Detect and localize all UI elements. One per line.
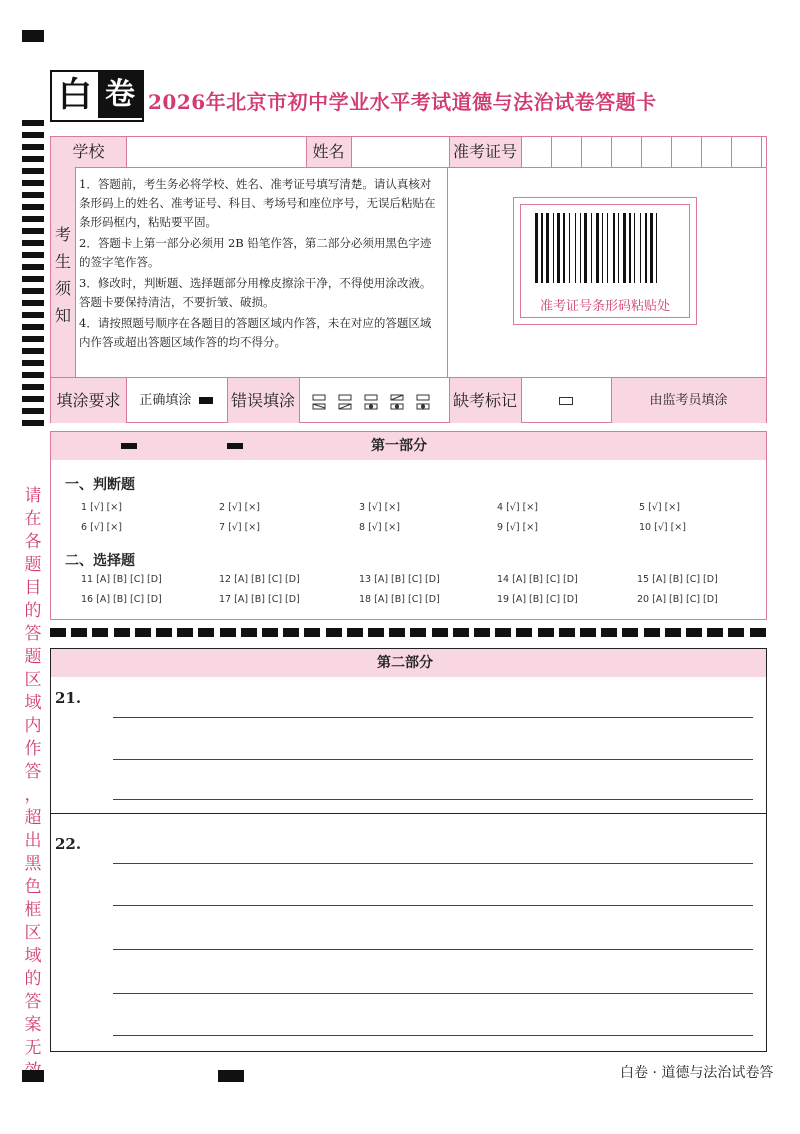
name-field[interactable] <box>351 137 449 167</box>
fill-row <box>51 377 766 423</box>
barcode-bar <box>569 213 570 283</box>
barcode-bar <box>613 213 615 283</box>
answer-line[interactable] <box>113 717 753 718</box>
exam-no-digit-cell[interactable] <box>671 137 701 167</box>
mc-question-18[interactable]: 18 [A] [B] [C] [D] <box>359 594 440 605</box>
notice-text <box>79 175 439 354</box>
mc-question-19[interactable]: 19 [A] [B] [C] [D] <box>497 594 578 605</box>
tf-question-5[interactable]: 5 [√] [×] <box>639 502 680 513</box>
barcode-label: 准考证号条形码粘贴处 <box>539 299 670 314</box>
separator-mark <box>644 628 660 637</box>
timing-mark <box>22 144 44 150</box>
separator-mark <box>262 628 278 637</box>
barcode-bar <box>557 213 560 283</box>
timing-mark <box>22 240 44 246</box>
separator-mark <box>453 628 469 637</box>
barcode-bar <box>602 213 603 283</box>
barcode-bar <box>645 213 647 283</box>
tf-question-10[interactable]: 10 [√] [×] <box>639 522 686 533</box>
timing-mark <box>22 120 44 126</box>
separator-mark <box>601 628 617 637</box>
timing-mark <box>218 1070 244 1082</box>
separator-mark <box>665 628 681 637</box>
exam-no-digit-cell[interactable] <box>611 137 641 167</box>
mc-question-12[interactable]: 12 [A] [B] [C] [D] <box>219 574 300 585</box>
mc-question-11[interactable]: 11 [A] [B] [C] [D] <box>81 574 162 585</box>
answer-line[interactable] <box>113 799 753 800</box>
barcode-bar <box>553 213 554 283</box>
barcode-bar <box>591 213 592 283</box>
separator-mark <box>156 628 172 637</box>
answer-line[interactable] <box>113 905 753 906</box>
tf-question-8[interactable]: 8 [√] [×] <box>359 522 400 533</box>
barcode-bar <box>607 213 608 283</box>
separator-mark <box>686 628 702 637</box>
timing-mark <box>22 204 44 210</box>
timing-mark <box>22 252 44 258</box>
barcode-bar <box>618 213 619 283</box>
timing-mark <box>22 30 44 42</box>
timing-mark <box>22 132 44 138</box>
info-box <box>50 136 767 423</box>
separator-mark <box>198 628 214 637</box>
barcode-bar <box>650 213 653 283</box>
separator-mark <box>92 628 108 637</box>
exam-no-digit-cell[interactable] <box>551 137 581 167</box>
tf-question-4[interactable]: 4 [√] [×] <box>497 502 538 513</box>
notice-side-label: 考 生 须 知 <box>51 167 75 377</box>
separator-mark <box>516 628 532 637</box>
separator-mark <box>114 628 130 637</box>
separator-mark <box>71 628 87 637</box>
answer-line[interactable] <box>113 993 753 994</box>
barcode-bar <box>575 213 576 283</box>
separator-mark <box>750 628 766 637</box>
barcode-bar <box>623 213 626 283</box>
separator-mark <box>389 628 405 637</box>
mc-question-17[interactable]: 17 [A] [B] [C] [D] <box>219 594 300 605</box>
mc-question-20[interactable]: 20 [A] [B] [C] [D] <box>637 594 718 605</box>
answer-line[interactable] <box>113 759 753 760</box>
timing-mark <box>22 420 44 426</box>
separator-mark <box>495 628 511 637</box>
timing-mark <box>22 288 44 294</box>
separator-mark <box>622 628 638 637</box>
school-label: 学校 <box>51 137 126 167</box>
fill-req-label: 填涂要求 <box>51 378 126 423</box>
proctor-label: 由监考员填涂 <box>611 378 766 423</box>
barcode-bar <box>546 213 549 283</box>
exam-no-label: 准考证号 <box>449 137 521 167</box>
separator-mark <box>241 628 257 637</box>
tf-question-3[interactable]: 3 [√] [×] <box>359 502 400 513</box>
absent-checkbox[interactable] <box>559 397 573 405</box>
filled-mark-icon <box>199 397 213 404</box>
barcode-bar <box>535 213 538 283</box>
separator-mark <box>580 628 596 637</box>
timing-mark <box>22 1070 44 1082</box>
timing-mark <box>22 408 44 414</box>
notice-item: 4．请按照题号顺序在各题目的答题区域内作答，未在对应的答题区域内作答或超出答题区域作答的均不得分。 <box>79 316 432 349</box>
timing-mark <box>22 276 44 282</box>
separator-mark <box>368 628 384 637</box>
timing-mark <box>22 264 44 270</box>
exam-no-digit-cell[interactable] <box>731 137 761 167</box>
correct-fill: 正确填涂 <box>126 378 226 423</box>
timing-mark <box>22 396 44 402</box>
info-row <box>51 137 766 168</box>
part2-header <box>51 649 766 677</box>
tf-question-2[interactable]: 2 [√] [×] <box>219 502 260 513</box>
part2-title: 第二部分 <box>377 655 433 671</box>
barcode-bar <box>596 213 599 283</box>
exam-no-digit-cell[interactable] <box>701 137 731 167</box>
timing-mark <box>22 312 44 318</box>
footer-text: 白卷 · 道德与法治试卷答 <box>620 1065 774 1081</box>
question-21-label: 21. <box>55 689 82 707</box>
tf-question-1[interactable]: 1 [√] [×] <box>81 502 122 513</box>
wrong-fill-examples <box>309 392 439 412</box>
barcode-icon <box>521 209 689 297</box>
timing-mark <box>22 360 44 366</box>
wrong-fill-icons <box>309 392 439 412</box>
side-warning: 请 在 各 题 目 的 答 题 区 域 内 作 答 ， 超 出 黑 色 框 区 域 的 答 案 无 <box>24 486 42 1058</box>
answer-line[interactable] <box>113 949 753 950</box>
barcode-bar <box>629 213 631 283</box>
separator-mark <box>135 628 151 637</box>
badge-black: 卷 <box>98 72 142 118</box>
timing-mark <box>22 228 44 234</box>
notice-item: 3．修改时，判断题、选择题部分用橡皮擦涂干净，不得使用涂改液。答题卡要保持清洁，不要折皱、破损。 <box>79 276 432 309</box>
timing-mark <box>22 156 44 162</box>
badge-white: 白 <box>52 72 98 118</box>
school-field[interactable] <box>126 137 306 167</box>
answer-line[interactable] <box>113 863 753 864</box>
section-true-false: 一、判断题 <box>65 477 135 493</box>
timing-mark <box>22 192 44 198</box>
timing-mark <box>22 216 44 222</box>
mc-question-13[interactable]: 13 [A] [B] [C] [D] <box>359 574 440 585</box>
separator-mark <box>50 628 66 637</box>
exam-no-digit-cell[interactable] <box>521 137 551 167</box>
mc-question-16[interactable]: 16 [A] [B] [C] [D] <box>81 594 162 605</box>
timing-mark <box>22 384 44 390</box>
barcode-area[interactable] <box>513 197 697 325</box>
part1-header <box>51 432 766 460</box>
barcode-bar <box>634 213 635 283</box>
timing-mark <box>22 324 44 330</box>
answer-line[interactable] <box>113 1035 753 1036</box>
separator-mark <box>559 628 575 637</box>
separator-mark <box>538 628 554 637</box>
notice-item: 2．答题卡上第一部分必须用 2B 铅笔作答，第二部分必须用黑色字迹的签字笔作答。 <box>79 236 432 269</box>
separator-mark <box>304 628 320 637</box>
separator-mark <box>220 628 236 637</box>
part1-box <box>50 431 767 620</box>
timing-mark <box>22 348 44 354</box>
exam-no-digit-cell[interactable] <box>641 137 671 167</box>
separator-mark <box>707 628 723 637</box>
separator-mark <box>432 628 448 637</box>
mc-question-15[interactable]: 15 [A] [B] [C] [D] <box>637 574 718 585</box>
timing-mark <box>22 336 44 342</box>
tf-question-9[interactable]: 9 [√] [×] <box>497 522 538 533</box>
tf-question-6[interactable]: 6 [√] [×] <box>81 522 122 533</box>
name-label: 姓名 <box>306 137 351 167</box>
timing-mark <box>22 180 44 186</box>
timing-mark <box>22 168 44 174</box>
barcode-bar <box>656 213 657 283</box>
tf-question-7[interactable]: 7 [√] [×] <box>219 522 260 533</box>
barcode-bar <box>580 213 581 283</box>
separator-mark <box>410 628 426 637</box>
part2-box <box>50 648 767 1052</box>
timing-mark <box>22 372 44 378</box>
barcode-bar <box>563 213 565 283</box>
timing-mark <box>22 300 44 306</box>
separator-mark <box>283 628 299 637</box>
section-multiple-choice: 二、选择题 <box>65 553 135 569</box>
wrong-fill-label: 错误填涂 <box>227 378 299 423</box>
barcode-bar <box>584 213 587 283</box>
separator-mark <box>728 628 744 637</box>
separator-mark <box>177 628 193 637</box>
notice-item: 1．答题前，考生务必将学校、姓名、准考证号填写清楚。请认真核对条形码上的姓名、准考证号、科目、考场号和座位序号，无误后粘贴在条形码框内，粘贴要平固。 <box>79 177 436 229</box>
exam-no-digit-cell[interactable] <box>581 137 611 167</box>
barcode-bar <box>541 213 543 283</box>
page-title: 2026年北京市初中学业水平考试道德与法治试卷答题卡 <box>148 90 657 114</box>
separator-mark <box>347 628 363 637</box>
separator-mark <box>326 628 342 637</box>
part1-title: 第一部分 <box>371 438 427 454</box>
absent-mark-label: 缺考标记 <box>449 378 521 423</box>
barcode-bar <box>640 213 641 283</box>
paper-badge <box>50 70 144 122</box>
mc-question-14[interactable]: 14 [A] [B] [C] [D] <box>497 574 578 585</box>
separator-mark <box>474 628 490 637</box>
question-22-label: 22. <box>55 835 82 853</box>
